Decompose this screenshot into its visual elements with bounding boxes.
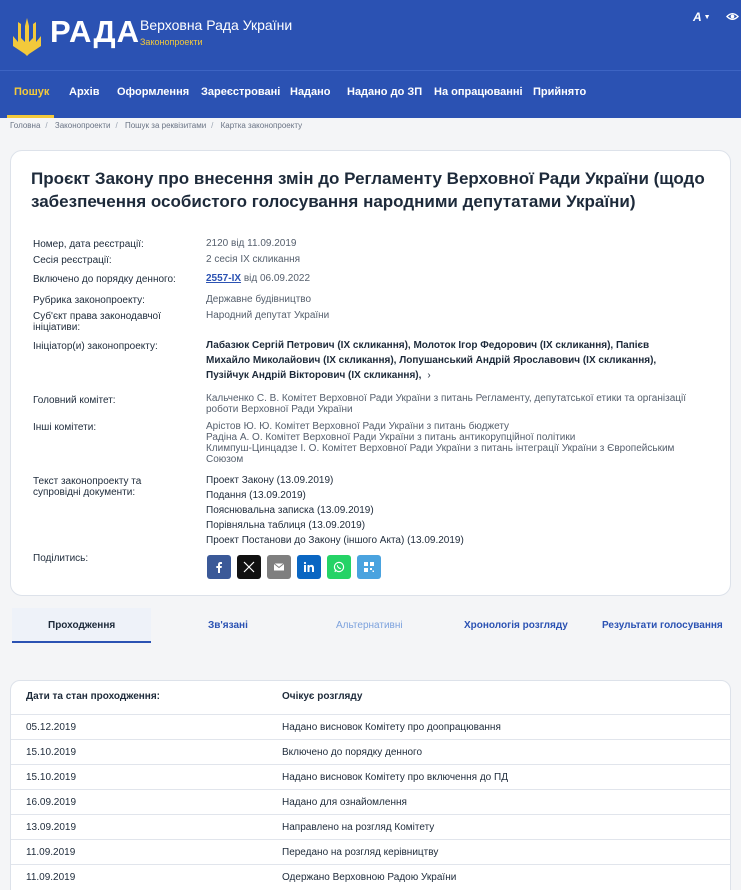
share-whatsapp-button[interactable] xyxy=(327,555,351,579)
doc-link[interactable]: Проект Постанови до Закону (іншого Акта) (13.09.2019) xyxy=(206,535,464,546)
bill-tabs xyxy=(0,608,741,646)
table-row xyxy=(11,864,731,889)
breadcrumb-search[interactable]: Пошук за реквізитами xyxy=(124,121,207,130)
other-committee-item: Климпуш-Цинцадзе І. О. Комітет Верховної Ради України з питань інтеграції України з Європейським Союзом xyxy=(206,443,675,465)
row-status: Надано для ознайомлення xyxy=(282,797,407,808)
row-status: Надано висновок Комітету про доопрацювання xyxy=(282,722,501,733)
email-icon xyxy=(273,561,285,573)
row-date: 13.09.2019 xyxy=(26,822,77,833)
agenda-date: від 06.09.2022 xyxy=(243,273,311,284)
rubric-label: Рубрика законопроекту: xyxy=(33,295,145,306)
subject-value: Народний депутат України xyxy=(206,310,330,321)
main-committee-value: Кальченко С. В. Комітет Верховної Ради України з питань Регламенту, депутатської етики та організації роботи Верховної Ради України xyxy=(206,393,686,415)
row-status: Включено до порядку денного xyxy=(282,747,423,758)
breadcrumb: Головна / Законопроекти / Пошук за реквізитами / Картка законопроекту xyxy=(10,121,303,130)
whatsapp-icon xyxy=(333,561,345,573)
font-size-button[interactable] xyxy=(693,10,711,24)
tab-chronology[interactable]: Хронологія розгляду xyxy=(464,620,568,631)
initiators-list: Лабазюк Сергій Петрович (IX скликання), Молоток Ігор Федорович (IX скликання), Папієв Михайло Миколайович (IX скликання), Лопушанський Андрій Ярославович (IX скликання), Пузійчук Андрій Вікторович (IX скликання), xyxy=(206,340,657,381)
row-status: Направлено на розгляд Комітету xyxy=(282,822,435,833)
doc-link[interactable]: Подання (13.09.2019) xyxy=(206,490,306,501)
tab-related[interactable]: Зв'язані xyxy=(208,620,248,631)
font-size-label: A xyxy=(693,10,702,24)
table-row xyxy=(11,739,731,764)
nav-item-submitted-zp[interactable]: Надано до ЗП xyxy=(347,86,423,98)
progress-table xyxy=(10,680,731,890)
tab-alternative: Альтернативні xyxy=(336,620,403,631)
row-status: Надано висновок Комітету про включення до ПД xyxy=(282,772,508,783)
chevron-right-icon[interactable]: › xyxy=(427,370,431,381)
table-header-date: Дати та стан проходження: xyxy=(26,691,160,702)
bill-card xyxy=(10,150,731,596)
rubric-value: Державне будівництво xyxy=(206,294,312,305)
agenda-label: Включено до порядку денного: xyxy=(33,274,176,285)
doc-link[interactable]: Пояснювальна записка (13.09.2019) xyxy=(206,505,374,516)
row-date: 15.10.2019 xyxy=(26,747,77,758)
trident-icon[interactable] xyxy=(10,16,44,56)
linkedin-icon xyxy=(303,561,315,573)
nav-item-submitted[interactable]: Надано xyxy=(290,86,331,98)
nav-item-registered[interactable]: Зареєстровані xyxy=(201,86,281,98)
main-nav xyxy=(0,70,741,118)
table-row xyxy=(11,764,731,789)
table-row xyxy=(11,814,731,839)
share-linkedin-button[interactable] xyxy=(297,555,321,579)
docs-list xyxy=(206,473,706,548)
docs-label: Текст законопроекту та супровідні документи: xyxy=(33,476,142,498)
reg-label: Номер, дата реєстрації: xyxy=(33,239,144,250)
session-label: Сесія реєстрації: xyxy=(33,255,112,266)
doc-link[interactable]: Порівняльна таблиця (13.09.2019) xyxy=(206,520,366,531)
table-header-status: Очікує розгляду xyxy=(282,691,363,702)
share-label: Поділитись: xyxy=(33,553,89,564)
breadcrumb-bills[interactable]: Законопроекти xyxy=(54,121,111,130)
facebook-icon xyxy=(213,561,225,573)
bill-title: Проєкт Закону про внесення змін до Регламенту Верховної Ради України (щодо забезпечення особистого голосування народними депутатами України) xyxy=(31,169,705,211)
site-subtitle[interactable]: Законопроекти xyxy=(140,37,203,47)
other-committees-label: Інші комітети: xyxy=(33,422,97,433)
nav-item-adopted[interactable]: Прийнято xyxy=(533,86,587,98)
row-status: Одержано Верховною Радою України xyxy=(282,872,457,883)
initiators-value xyxy=(206,338,676,383)
breadcrumb-current: Картка законопроекту xyxy=(220,121,303,130)
site-header xyxy=(0,0,741,70)
subject-label: Суб'єкт права законодавчої ініціативи: xyxy=(33,311,161,333)
main-committee-label: Головний комітет: xyxy=(33,395,116,406)
qr-code-icon xyxy=(363,561,375,573)
agenda-law-link[interactable]: 2557-IX xyxy=(206,273,242,284)
row-date: 11.09.2019 xyxy=(26,872,76,883)
table-row xyxy=(11,714,731,739)
breadcrumb-home[interactable]: Головна xyxy=(10,121,41,130)
x-icon xyxy=(243,561,255,573)
tab-voting-results[interactable]: Результати голосування xyxy=(602,620,723,631)
row-date: 16.09.2019 xyxy=(26,797,77,808)
tab-progress[interactable]: Проходження xyxy=(48,620,116,631)
row-date: 15.10.2019 xyxy=(26,772,77,783)
share-x-button[interactable] xyxy=(237,555,261,579)
nav-item-in-processing[interactable]: На опрацюванні xyxy=(434,86,523,98)
session-value: 2 сесія IX скликання xyxy=(206,254,301,265)
other-committees-list xyxy=(206,421,706,465)
share-facebook-button[interactable] xyxy=(207,555,231,579)
initiators-label: Ініціатор(и) законопроекту: xyxy=(33,341,158,352)
share-email-button[interactable] xyxy=(267,555,291,579)
logo-wordmark[interactable]: РАДА xyxy=(50,14,140,49)
chevron-down-icon: ▼ xyxy=(703,14,711,22)
eye-icon[interactable] xyxy=(726,11,739,22)
other-committee-item: Радіна А. О. Комітет Верховної Ради України з питань антикорупційної політики xyxy=(206,432,576,443)
row-date: 11.09.2019 xyxy=(26,847,76,858)
nav-active-indicator xyxy=(7,115,54,118)
table-row xyxy=(11,839,731,864)
row-status: Передано на розгляд керівництву xyxy=(282,847,439,858)
site-title[interactable]: Верховна Рада України xyxy=(140,17,293,33)
doc-link[interactable]: Проект Закону (13.09.2019) xyxy=(206,475,334,486)
nav-item-archive[interactable]: Архів xyxy=(69,86,100,98)
agenda-value xyxy=(206,273,706,284)
table-row xyxy=(11,789,731,814)
other-committee-item: Арістов Ю. Ю. Комітет Верховної Ради України з питань бюджету xyxy=(206,421,510,432)
reg-value: 2120 від 11.09.2019 xyxy=(206,238,297,249)
share-qr-button[interactable] xyxy=(357,555,381,579)
nav-item-drafting[interactable]: Оформлення xyxy=(117,86,190,98)
row-date: 05.12.2019 xyxy=(26,722,77,733)
nav-item-search[interactable]: Пошук xyxy=(14,86,50,98)
